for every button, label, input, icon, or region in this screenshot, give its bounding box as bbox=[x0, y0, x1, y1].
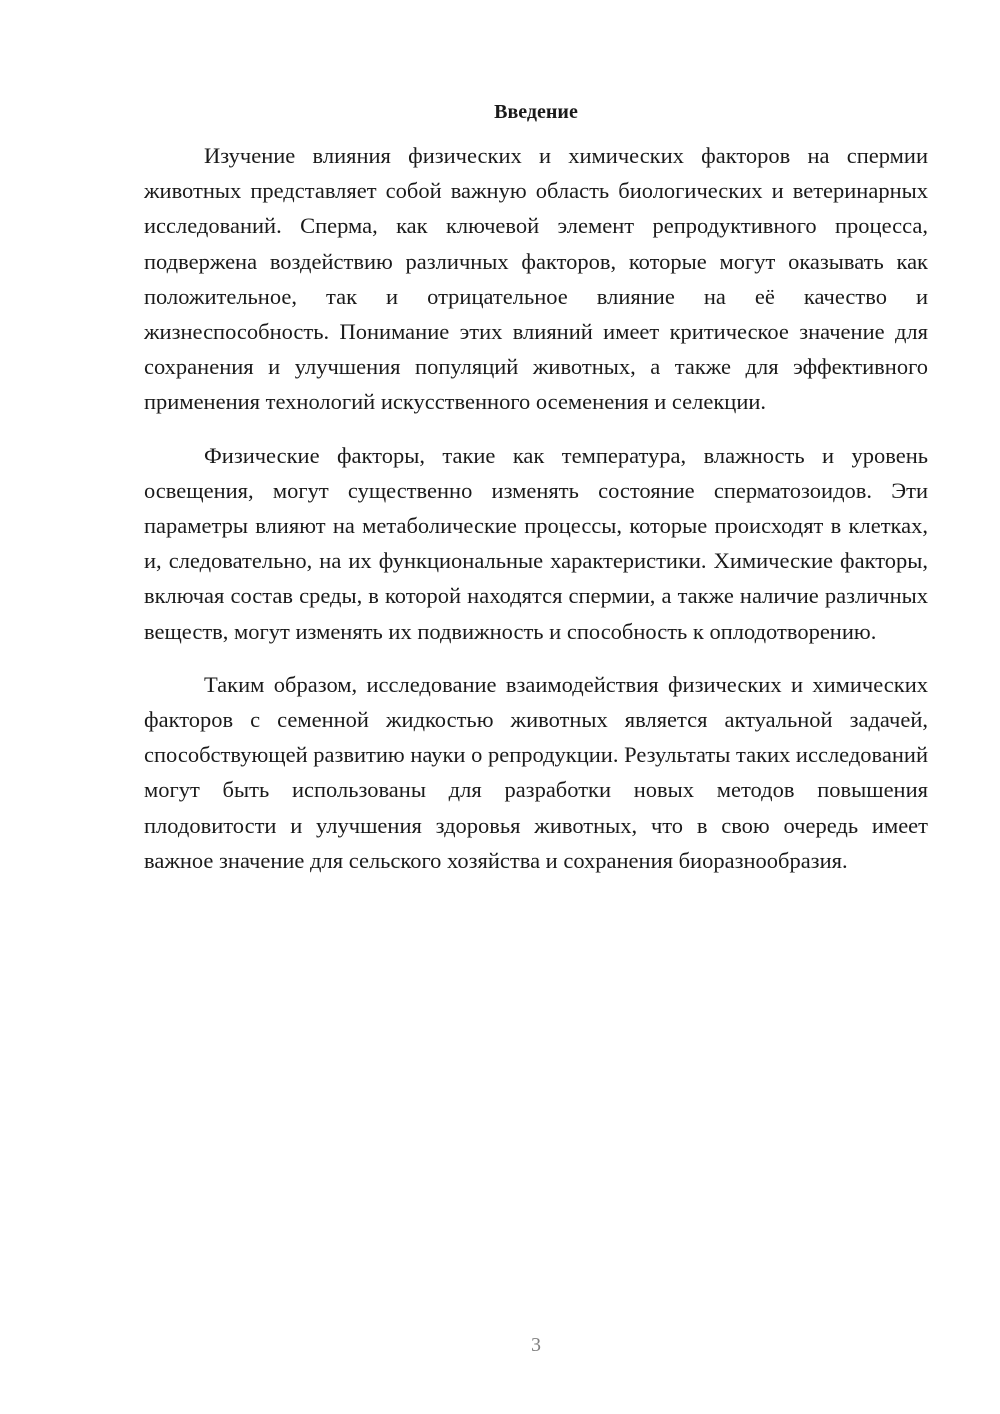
page-content bbox=[144, 98, 928, 878]
paragraph-1: Изучение влияния физических и химических факторов на спермии животных представляет собой важную область биологических и ветеринарных исследований. Сперма, как ключевой элемент репродуктивного процесса, подвержена воздействию различных факторов, которые могут оказывать как положительное, так и отрицательное влияние на её качество и жизнеспособность. Понимание этих влияний имеет критическое значение для сохранения и улучшения популяций животных, а также для эффективного применения технологий искусственного осеменения и селекции. bbox=[144, 143, 928, 415]
paragraph-2: Физические факторы, такие как температура, влажность и уровень освещения, могут существенно изменять состояние сперматозоидов. Эти параметры влияют на метаболические процессы, которые происходят в клетках, и, следовательно, на их функциональные характеристики. Химические факторы, включая состав среды, в которой находятся спермии, а также наличие различных веществ, могут изменять их подвижность и способность к оплодотворению. bbox=[144, 442, 928, 644]
section-title: Введение bbox=[494, 101, 578, 123]
paragraph-3: Таким образом, исследование взаимодействия физических и химических факторов с семенной жидкостью животных является актуальной задачей, способствующей развитию науки о репродукции. Результаты таких исследований могут быть использованы для разработки новых методов повышения плодовитости и улучшения здоровья животных, что в свою очередь имеет важное значение для сельского хозяйства и сохранения биоразнообразия. bbox=[144, 671, 928, 873]
page-number: 3 bbox=[531, 1334, 541, 1356]
